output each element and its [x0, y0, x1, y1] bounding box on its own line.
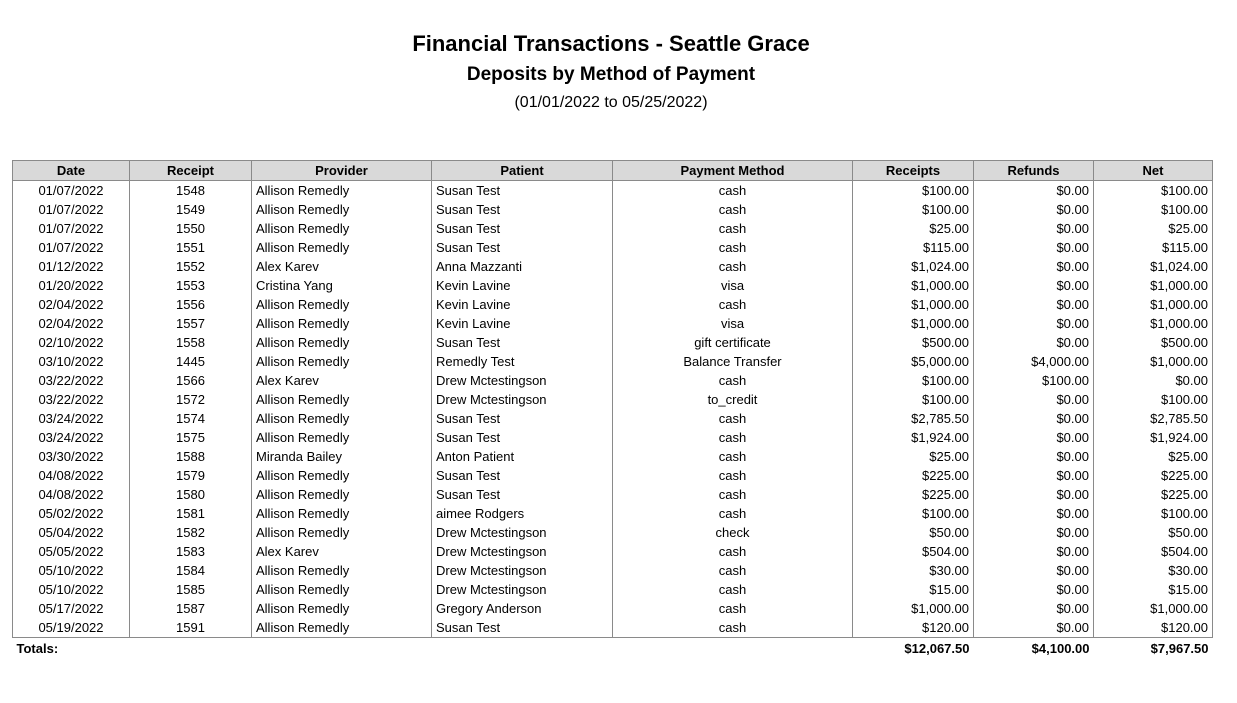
- cell-refunds: $0.00: [974, 599, 1094, 618]
- cell-provider: Allison Remedly: [252, 485, 432, 504]
- cell-receipt: 1556: [130, 295, 252, 314]
- cell-date: 02/10/2022: [13, 333, 130, 352]
- cell-net: $25.00: [1094, 447, 1213, 466]
- totals-row: [13, 638, 1213, 659]
- cell-provider: Miranda Bailey: [252, 447, 432, 466]
- cell-receipts: $1,000.00: [853, 295, 974, 314]
- cell-provider: Alex Karev: [252, 542, 432, 561]
- cell-net: $225.00: [1094, 466, 1213, 485]
- cell-refunds: $0.00: [974, 200, 1094, 219]
- table-row: [13, 428, 1213, 447]
- table-footer: [13, 638, 1213, 659]
- cell-refunds: $0.00: [974, 618, 1094, 638]
- cell-receipts: $120.00: [853, 618, 974, 638]
- cell-patient: Kevin Lavine: [432, 295, 613, 314]
- totals-spacer: [252, 638, 432, 659]
- table-row: [13, 409, 1213, 428]
- cell-receipts: $225.00: [853, 485, 974, 504]
- cell-payment-method: cash: [613, 295, 853, 314]
- cell-patient: Susan Test: [432, 618, 613, 638]
- cell-patient: Drew Mctestingson: [432, 542, 613, 561]
- report-title: Financial Transactions - Seattle Grace: [412, 31, 810, 56]
- table-row: [13, 257, 1213, 276]
- table-row: [13, 485, 1213, 504]
- table-row: [13, 523, 1213, 542]
- table-row: [13, 200, 1213, 219]
- cell-payment-method: cash: [613, 219, 853, 238]
- table-row: [13, 295, 1213, 314]
- cell-refunds: $0.00: [974, 390, 1094, 409]
- cell-payment-method: cash: [613, 257, 853, 276]
- cell-date: 04/08/2022: [13, 485, 130, 504]
- cell-payment-method: cash: [613, 200, 853, 219]
- cell-receipt: 1552: [130, 257, 252, 276]
- column-header-provider: Provider: [252, 161, 432, 181]
- table-row: [13, 181, 1213, 201]
- cell-provider: Cristina Yang: [252, 276, 432, 295]
- totals-spacer: [613, 638, 853, 659]
- table-row: [13, 238, 1213, 257]
- cell-net: $25.00: [1094, 219, 1213, 238]
- cell-receipts: $25.00: [853, 447, 974, 466]
- cell-date: 05/17/2022: [13, 599, 130, 618]
- cell-net: $50.00: [1094, 523, 1213, 542]
- cell-receipt: 1558: [130, 333, 252, 352]
- cell-receipts: $25.00: [853, 219, 974, 238]
- cell-refunds: $0.00: [974, 561, 1094, 580]
- cell-provider: Allison Remedly: [252, 219, 432, 238]
- cell-provider: Alex Karev: [252, 257, 432, 276]
- cell-date: 03/30/2022: [13, 447, 130, 466]
- cell-receipt: 1572: [130, 390, 252, 409]
- cell-receipt: 1548: [130, 181, 252, 201]
- cell-payment-method: cash: [613, 504, 853, 523]
- cell-payment-method: cash: [613, 466, 853, 485]
- cell-refunds: $0.00: [974, 580, 1094, 599]
- cell-refunds: $100.00: [974, 371, 1094, 390]
- cell-payment-method: cash: [613, 580, 853, 599]
- cell-date: 02/04/2022: [13, 295, 130, 314]
- cell-receipts: $1,024.00: [853, 257, 974, 276]
- cell-provider: Allison Remedly: [252, 238, 432, 257]
- cell-receipt: 1588: [130, 447, 252, 466]
- report-header: [0, 30, 1222, 114]
- cell-payment-method: cash: [613, 618, 853, 638]
- cell-patient: Susan Test: [432, 485, 613, 504]
- table-header: [13, 161, 1213, 181]
- cell-patient: Susan Test: [432, 200, 613, 219]
- cell-receipts: $1,000.00: [853, 276, 974, 295]
- cell-receipts: $504.00: [853, 542, 974, 561]
- cell-receipt: 1585: [130, 580, 252, 599]
- cell-receipts: $5,000.00: [853, 352, 974, 371]
- cell-net: $100.00: [1094, 504, 1213, 523]
- cell-receipt: 1580: [130, 485, 252, 504]
- cell-receipts: $500.00: [853, 333, 974, 352]
- table-row: [13, 219, 1213, 238]
- cell-date: 02/04/2022: [13, 314, 130, 333]
- cell-payment-method: cash: [613, 428, 853, 447]
- table-row: [13, 371, 1213, 390]
- cell-receipt: 1553: [130, 276, 252, 295]
- cell-receipts: $100.00: [853, 200, 974, 219]
- cell-provider: Allison Remedly: [252, 295, 432, 314]
- table-body: [13, 181, 1213, 638]
- table-row: [13, 561, 1213, 580]
- totals-refunds: $4,100.00: [1031, 640, 1090, 656]
- cell-receipt: 1566: [130, 371, 252, 390]
- cell-net: $1,000.00: [1094, 295, 1213, 314]
- cell-patient: Kevin Lavine: [432, 314, 613, 333]
- cell-provider: Allison Remedly: [252, 200, 432, 219]
- cell-net: $1,024.00: [1094, 257, 1213, 276]
- cell-refunds: $0.00: [974, 333, 1094, 352]
- cell-refunds: $0.00: [974, 276, 1094, 295]
- cell-date: 03/22/2022: [13, 371, 130, 390]
- cell-payment-method: cash: [613, 409, 853, 428]
- table-row: [13, 333, 1213, 352]
- cell-patient: Susan Test: [432, 238, 613, 257]
- cell-date: 05/19/2022: [13, 618, 130, 638]
- cell-patient: Drew Mctestingson: [432, 580, 613, 599]
- cell-refunds: $0.00: [974, 447, 1094, 466]
- cell-provider: Allison Remedly: [252, 599, 432, 618]
- cell-receipts: $50.00: [853, 523, 974, 542]
- cell-provider: Allison Remedly: [252, 428, 432, 447]
- cell-net: $15.00: [1094, 580, 1213, 599]
- cell-date: 05/10/2022: [13, 580, 130, 599]
- cell-receipts: $30.00: [853, 561, 974, 580]
- cell-patient: Anton Patient: [432, 447, 613, 466]
- totals-spacer: [432, 638, 613, 659]
- cell-net: $500.00: [1094, 333, 1213, 352]
- cell-refunds: $0.00: [974, 466, 1094, 485]
- cell-provider: Allison Remedly: [252, 580, 432, 599]
- cell-payment-method: cash: [613, 181, 853, 201]
- cell-payment-method: to_credit: [613, 390, 853, 409]
- cell-provider: Allison Remedly: [252, 466, 432, 485]
- cell-net: $504.00: [1094, 542, 1213, 561]
- table-row: [13, 314, 1213, 333]
- cell-patient: Kevin Lavine: [432, 276, 613, 295]
- table-row: [13, 542, 1213, 561]
- cell-patient: Susan Test: [432, 428, 613, 447]
- totals-receipts: $12,067.50: [904, 640, 970, 656]
- cell-net: $1,000.00: [1094, 599, 1213, 618]
- cell-payment-method: cash: [613, 371, 853, 390]
- column-header-refunds: Refunds: [974, 161, 1094, 181]
- column-header-net: Net: [1094, 161, 1213, 181]
- totals-net: $7,967.50: [1150, 640, 1209, 656]
- cell-provider: Allison Remedly: [252, 409, 432, 428]
- cell-date: 03/22/2022: [13, 390, 130, 409]
- cell-date: 03/24/2022: [13, 428, 130, 447]
- column-header-receipt: Receipt: [130, 161, 252, 181]
- cell-receipt: 1551: [130, 238, 252, 257]
- report-subtitle: Deposits by Method of Payment: [466, 64, 756, 85]
- cell-refunds: $0.00: [974, 409, 1094, 428]
- cell-date: 01/07/2022: [13, 238, 130, 257]
- cell-net: $100.00: [1094, 200, 1213, 219]
- cell-receipts: $100.00: [853, 504, 974, 523]
- cell-patient: Susan Test: [432, 466, 613, 485]
- cell-provider: Allison Remedly: [252, 504, 432, 523]
- cell-receipt: 1591: [130, 618, 252, 638]
- table-row: [13, 352, 1213, 371]
- cell-date: 01/07/2022: [13, 181, 130, 201]
- cell-patient: Drew Mctestingson: [432, 561, 613, 580]
- column-header-patient: Patient: [432, 161, 613, 181]
- cell-receipts: $15.00: [853, 580, 974, 599]
- cell-payment-method: Balance Transfer: [613, 352, 853, 371]
- cell-receipt: 1584: [130, 561, 252, 580]
- cell-date: 03/24/2022: [13, 409, 130, 428]
- cell-receipt: 1583: [130, 542, 252, 561]
- cell-patient: Drew Mctestingson: [432, 523, 613, 542]
- cell-provider: Allison Remedly: [252, 561, 432, 580]
- totals-spacer: [130, 638, 252, 659]
- cell-date: 01/07/2022: [13, 200, 130, 219]
- cell-refunds: $0.00: [974, 504, 1094, 523]
- cell-receipts: $100.00: [853, 181, 974, 201]
- column-header-receipts: Receipts: [853, 161, 974, 181]
- cell-net: $120.00: [1094, 618, 1213, 638]
- cell-receipts: $225.00: [853, 466, 974, 485]
- table-row: [13, 599, 1213, 618]
- cell-date: 03/10/2022: [13, 352, 130, 371]
- cell-refunds: $0.00: [974, 238, 1094, 257]
- cell-receipts: $100.00: [853, 390, 974, 409]
- cell-patient: Remedly Test: [432, 352, 613, 371]
- cell-date: 01/20/2022: [13, 276, 130, 295]
- column-header-payment-method: Payment Method: [613, 161, 853, 181]
- cell-net: $1,924.00: [1094, 428, 1213, 447]
- cell-net: $100.00: [1094, 181, 1213, 201]
- transactions-table: [12, 160, 1213, 658]
- table-row: [13, 466, 1213, 485]
- cell-patient: Susan Test: [432, 219, 613, 238]
- cell-provider: Allison Remedly: [252, 181, 432, 201]
- cell-net: $2,785.50: [1094, 409, 1213, 428]
- cell-receipt: 1581: [130, 504, 252, 523]
- cell-receipt: 1550: [130, 219, 252, 238]
- cell-payment-method: cash: [613, 561, 853, 580]
- cell-payment-method: cash: [613, 542, 853, 561]
- cell-refunds: $0.00: [974, 428, 1094, 447]
- cell-date: 01/12/2022: [13, 257, 130, 276]
- cell-provider: Allison Remedly: [252, 333, 432, 352]
- cell-net: $1,000.00: [1094, 276, 1213, 295]
- cell-net: $1,000.00: [1094, 314, 1213, 333]
- cell-refunds: $0.00: [974, 181, 1094, 201]
- cell-net: $1,000.00: [1094, 352, 1213, 371]
- cell-receipt: 1579: [130, 466, 252, 485]
- cell-refunds: $0.00: [974, 523, 1094, 542]
- cell-provider: Allison Remedly: [252, 618, 432, 638]
- cell-receipt: 1587: [130, 599, 252, 618]
- cell-provider: Allison Remedly: [252, 314, 432, 333]
- cell-net: $100.00: [1094, 390, 1213, 409]
- cell-receipt: 1557: [130, 314, 252, 333]
- cell-receipt: 1574: [130, 409, 252, 428]
- table-header-row: [13, 161, 1213, 181]
- cell-payment-method: check: [613, 523, 853, 542]
- cell-net: $225.00: [1094, 485, 1213, 504]
- column-header-date: Date: [13, 161, 130, 181]
- cell-payment-method: cash: [613, 447, 853, 466]
- report-date-range: (01/01/2022 to 05/25/2022): [514, 94, 708, 111]
- cell-date: 05/02/2022: [13, 504, 130, 523]
- cell-receipts: $1,000.00: [853, 599, 974, 618]
- cell-patient: Susan Test: [432, 409, 613, 428]
- cell-provider: Allison Remedly: [252, 523, 432, 542]
- cell-payment-method: visa: [613, 314, 853, 333]
- cell-patient: Susan Test: [432, 333, 613, 352]
- cell-refunds: $0.00: [974, 542, 1094, 561]
- cell-receipts: $2,785.50: [853, 409, 974, 428]
- cell-date: 05/10/2022: [13, 561, 130, 580]
- cell-payment-method: cash: [613, 238, 853, 257]
- cell-receipt: 1575: [130, 428, 252, 447]
- cell-date: 05/04/2022: [13, 523, 130, 542]
- cell-date: 01/07/2022: [13, 219, 130, 238]
- cell-patient: aimee Rodgers: [432, 504, 613, 523]
- cell-receipts: $1,924.00: [853, 428, 974, 447]
- cell-patient: Susan Test: [432, 181, 613, 201]
- cell-refunds: $0.00: [974, 219, 1094, 238]
- table-row: [13, 276, 1213, 295]
- cell-receipt: 1549: [130, 200, 252, 219]
- cell-provider: Allison Remedly: [252, 352, 432, 371]
- cell-receipts: $100.00: [853, 371, 974, 390]
- table-row: [13, 580, 1213, 599]
- cell-receipt: 1445: [130, 352, 252, 371]
- cell-refunds: $0.00: [974, 295, 1094, 314]
- table-row: [13, 447, 1213, 466]
- cell-patient: Gregory Anderson: [432, 599, 613, 618]
- cell-net: $30.00: [1094, 561, 1213, 580]
- totals-label: Totals:: [16, 640, 59, 656]
- cell-patient: Drew Mctestingson: [432, 390, 613, 409]
- cell-refunds: $4,000.00: [974, 352, 1094, 371]
- cell-date: 04/08/2022: [13, 466, 130, 485]
- cell-refunds: $0.00: [974, 314, 1094, 333]
- cell-patient: Drew Mctestingson: [432, 371, 613, 390]
- cell-provider: Alex Karev: [252, 371, 432, 390]
- cell-receipt: 1582: [130, 523, 252, 542]
- cell-refunds: $0.00: [974, 257, 1094, 276]
- table-row: [13, 390, 1213, 409]
- cell-payment-method: cash: [613, 485, 853, 504]
- cell-payment-method: gift certificate: [613, 333, 853, 352]
- cell-net: $115.00: [1094, 238, 1213, 257]
- cell-net: $0.00: [1094, 371, 1213, 390]
- cell-receipts: $115.00: [853, 238, 974, 257]
- cell-receipts: $1,000.00: [853, 314, 974, 333]
- table-row: [13, 618, 1213, 638]
- cell-refunds: $0.00: [974, 485, 1094, 504]
- cell-payment-method: visa: [613, 276, 853, 295]
- cell-payment-method: cash: [613, 599, 853, 618]
- cell-provider: Allison Remedly: [252, 390, 432, 409]
- cell-date: 05/05/2022: [13, 542, 130, 561]
- cell-patient: Anna Mazzanti: [432, 257, 613, 276]
- table-row: [13, 504, 1213, 523]
